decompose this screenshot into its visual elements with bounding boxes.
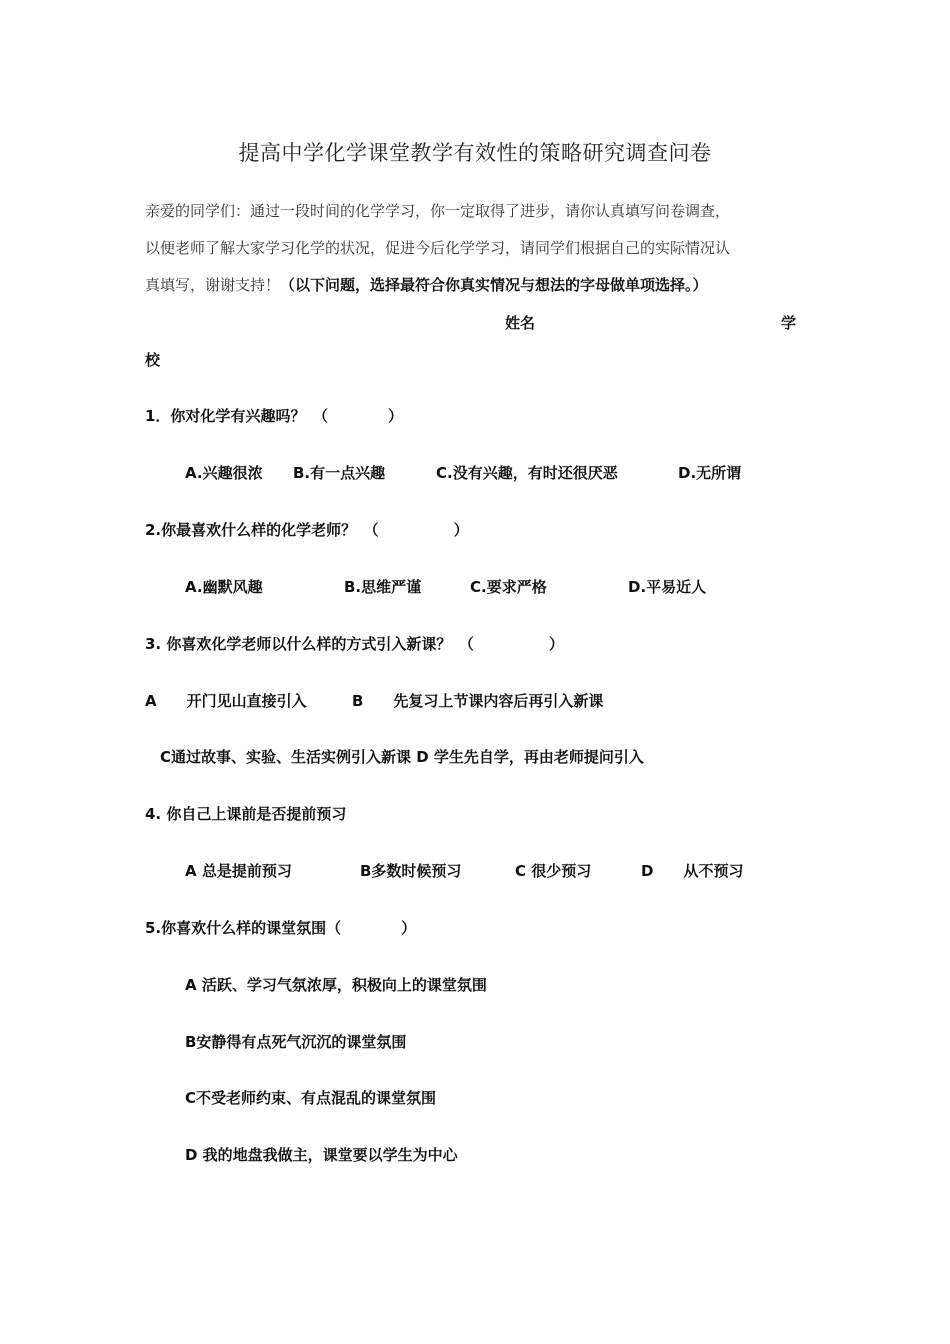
option-a: A.兴趣很浓 [185,464,263,482]
intro-line-2: 以便老师了解大家学习化学的状况，促进今后化学学习，请同学们根据自己的实际情况认 [145,239,731,257]
intro-instruction: （以下问题，选择最符合你真实情况与想法的字母做单项选择。） [280,276,708,294]
option-b: B安静得有点死气沉沉的课堂氛围 [185,1033,407,1051]
option-b: B 先复习上节课内容后再引入新课 [352,692,604,710]
school-label-part2: 校 [145,351,161,369]
option-a: A 活跃、学习气氛浓厚，积极向上的课堂氛围 [185,976,487,994]
option-d: D.平易近人 [628,578,707,596]
option-d: D.无所谓 [678,464,742,482]
question-4: 4. 你自己上课前是否提前预习 [145,805,347,823]
option-d: D 我的地盘我做主，课堂要以学生为中心 [185,1146,458,1164]
school-label-part1: 学 [781,314,797,332]
option-c: C.要求严格 [470,578,547,596]
option-b: B多数时候预习 [360,862,462,880]
question-3: 3. 你喜欢化学老师以什么样的方式引入新课？ （ ） [145,635,564,653]
option-a: A.幽默风趣 [185,578,263,596]
option-b: B.有一点兴趣 [293,464,386,482]
option-c: C不受老师约束、有点混乱的课堂氛围 [185,1089,437,1107]
question-5: 5.你喜欢什么样的课堂氛围（ ） [145,919,417,937]
name-label: 姓名 [505,314,536,332]
question-3-options-row-2: C通过故事、实验、生活实例引入新课 D 学生先自学，再由老师提问引入 [160,748,644,766]
option-c: C.没有兴趣，有时还很厌恶 [436,464,618,482]
intro-line-1: 亲爱的同学们：通过一段时间的化学学习，你一定取得了进步，请你认真填写问卷调查， [145,202,731,220]
question-1: 1．你对化学有兴趣吗？ （ ） [145,407,403,425]
option-d: D 从不预习 [641,862,744,880]
option-a: A 开门见山直接引入 [145,692,307,710]
option-a: A 总是提前预习 [185,862,292,880]
intro-thanks: 真填写，谢谢支持！ [145,276,281,294]
question-2: 2.你最喜欢什么样的化学老师？ （ ） [145,521,469,539]
option-c: C 很少预习 [515,862,592,880]
option-b: B.思维严谨 [344,578,422,596]
document-title: 提高中学化学课堂教学有效性的策略研究调查问卷 [238,141,712,165]
intro-line-3 [145,275,708,295]
